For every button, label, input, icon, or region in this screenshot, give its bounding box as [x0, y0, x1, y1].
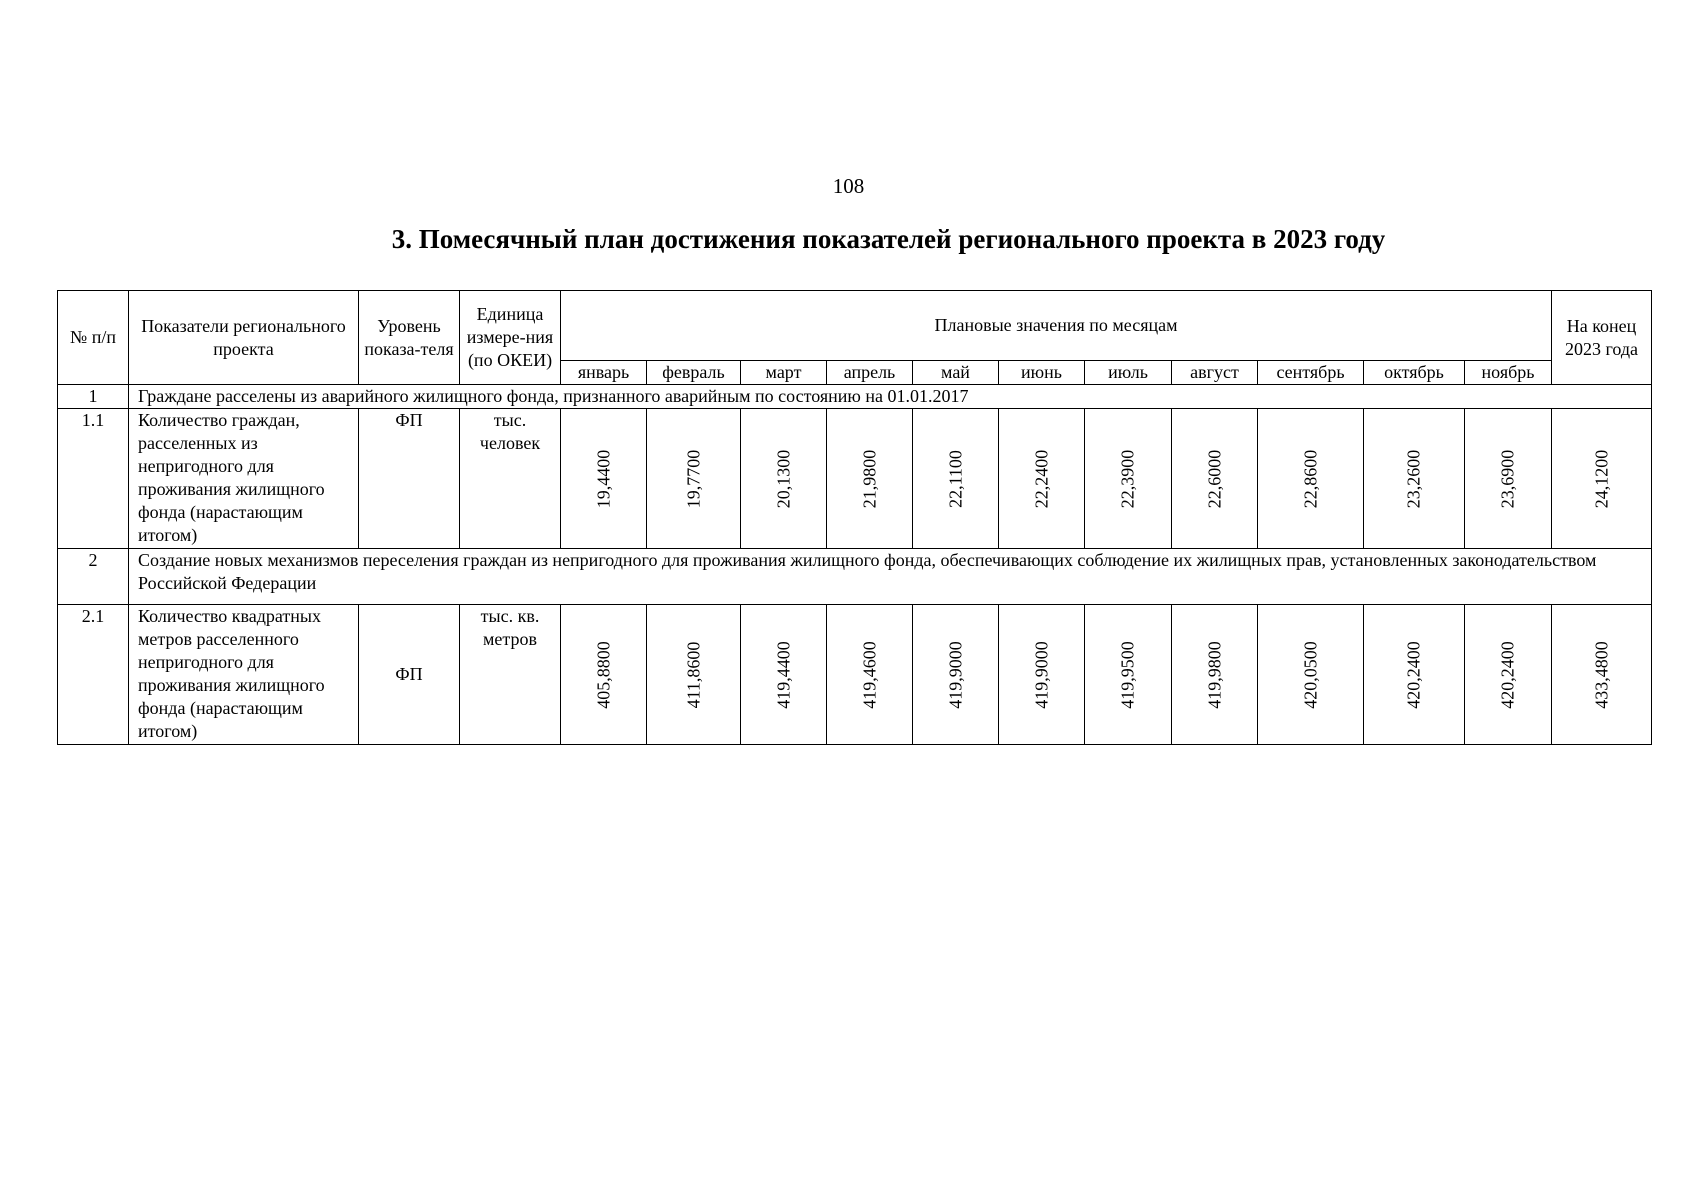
monthly-value: 20,1300 — [773, 449, 793, 508]
month-header: март — [741, 361, 827, 385]
row-number: 1.1 — [58, 409, 129, 549]
header-unit: Единица измере-ния (по ОКЕИ) — [460, 291, 561, 385]
monthly-value-cell — [1085, 605, 1172, 745]
header-num: № п/п — [58, 291, 129, 385]
monthly-value: 23,2600 — [1403, 449, 1424, 508]
monthly-value: 419,9500 — [1117, 640, 1138, 709]
page-number: 108 — [832, 174, 865, 198]
end-value-cell — [1552, 409, 1652, 549]
section-title: Граждане расселены из аварийного жилищного фонда, признанного аварийным по состоянию на 01.01.2017 — [129, 385, 1652, 409]
indicator-row — [58, 605, 1652, 745]
monthly-value: 19,4400 — [593, 449, 613, 508]
monthly-value-cell — [1364, 409, 1465, 549]
month-header: август — [1172, 361, 1258, 385]
section-title: Создание новых механизмов переселения граждан из непригодного для проживания жилищного фонда, обеспечивающих соблюдение их жилищных прав, установленных законодательством Российской Федерации — [129, 549, 1652, 605]
indicator-level: ФП — [359, 605, 460, 745]
monthly-value: 420,0500 — [1300, 640, 1320, 709]
monthly-value: 420,2400 — [1403, 640, 1424, 709]
monthly-value-cell — [827, 409, 913, 549]
indicator-name: Количество граждан, расселенных из непригодного для проживания жилищного фонда (нарастающим итогом) — [129, 409, 359, 549]
monthly-value: 419,9000 — [1031, 640, 1051, 709]
monthly-value: 22,6000 — [1204, 449, 1224, 508]
month-header: июль — [1085, 361, 1172, 385]
monthly-value-cell — [1085, 409, 1172, 549]
monthly-plan-table — [57, 290, 1652, 745]
indicator-unit: тыс. человек — [460, 409, 561, 549]
end-value: 433,4800 — [1591, 640, 1612, 709]
indicator-name: Количество квадратных метров расселенного непригодного для проживания жилищного фонда (нарастающим итогом) — [129, 605, 359, 745]
month-header: январь — [561, 361, 647, 385]
monthly-value: 419,4400 — [773, 640, 793, 709]
indicator-row — [58, 409, 1652, 549]
monthly-value: 419,9000 — [945, 640, 965, 709]
header-indicator: Показатели регионального проекта — [129, 291, 359, 385]
indicator-unit: тыс. кв. метров — [460, 605, 561, 745]
monthly-value: 419,9800 — [1204, 640, 1224, 709]
header-row-1 — [58, 291, 1652, 361]
section-number: 1 — [58, 385, 129, 409]
row-number: 2.1 — [58, 605, 129, 745]
month-header: июнь — [999, 361, 1085, 385]
monthly-value-cell — [741, 605, 827, 745]
monthly-value-cell — [999, 409, 1085, 549]
monthly-value: 420,2400 — [1497, 640, 1518, 709]
section-row — [58, 549, 1652, 605]
monthly-value-cell — [827, 605, 913, 745]
month-header: февраль — [647, 361, 741, 385]
month-header: май — [913, 361, 999, 385]
monthly-value-cell — [647, 409, 741, 549]
monthly-value: 22,1100 — [945, 449, 965, 508]
monthly-value-cell — [999, 605, 1085, 745]
monthly-value-cell — [561, 409, 647, 549]
monthly-value-cell — [561, 605, 647, 745]
monthly-value-cell — [1465, 605, 1552, 745]
monthly-value-cell — [913, 605, 999, 745]
month-header: сентябрь — [1258, 361, 1364, 385]
monthly-value-cell — [1172, 409, 1258, 549]
monthly-value: 22,8600 — [1300, 449, 1320, 508]
end-value: 24,1200 — [1591, 449, 1612, 508]
monthly-value: 405,8800 — [593, 640, 613, 709]
monthly-value-cell — [1258, 605, 1364, 745]
monthly-value: 419,4600 — [859, 640, 879, 709]
monthly-value-cell — [647, 605, 741, 745]
header-level: Уровень показа-теля — [359, 291, 460, 385]
monthly-value: 21,9800 — [859, 449, 879, 508]
month-header: апрель — [827, 361, 913, 385]
monthly-value-cell — [741, 409, 827, 549]
indicator-level: ФП — [359, 409, 460, 549]
month-header: октябрь — [1364, 361, 1465, 385]
end-value-cell — [1552, 605, 1652, 745]
section-row — [58, 385, 1652, 409]
monthly-value-cell — [1364, 605, 1465, 745]
monthly-value: 22,3900 — [1117, 449, 1138, 508]
monthly-value: 23,6900 — [1497, 449, 1518, 508]
monthly-value-cell — [913, 409, 999, 549]
section-number: 2 — [58, 549, 129, 605]
monthly-value-cell — [1258, 409, 1364, 549]
monthly-value: 22,2400 — [1031, 449, 1051, 508]
monthly-value-cell — [1465, 409, 1552, 549]
document-title: 3. Помесячный план достижения показателей регионального проекта в 2023 году — [391, 224, 1386, 254]
month-header: ноябрь — [1465, 361, 1552, 385]
monthly-value: 19,7700 — [683, 449, 703, 508]
monthly-value: 411,8600 — [683, 641, 703, 708]
header-planned-values: Плановые значения по месяцам — [561, 291, 1552, 361]
monthly-value-cell — [1172, 605, 1258, 745]
header-end-of-year: На конец 2023 года — [1552, 291, 1652, 385]
